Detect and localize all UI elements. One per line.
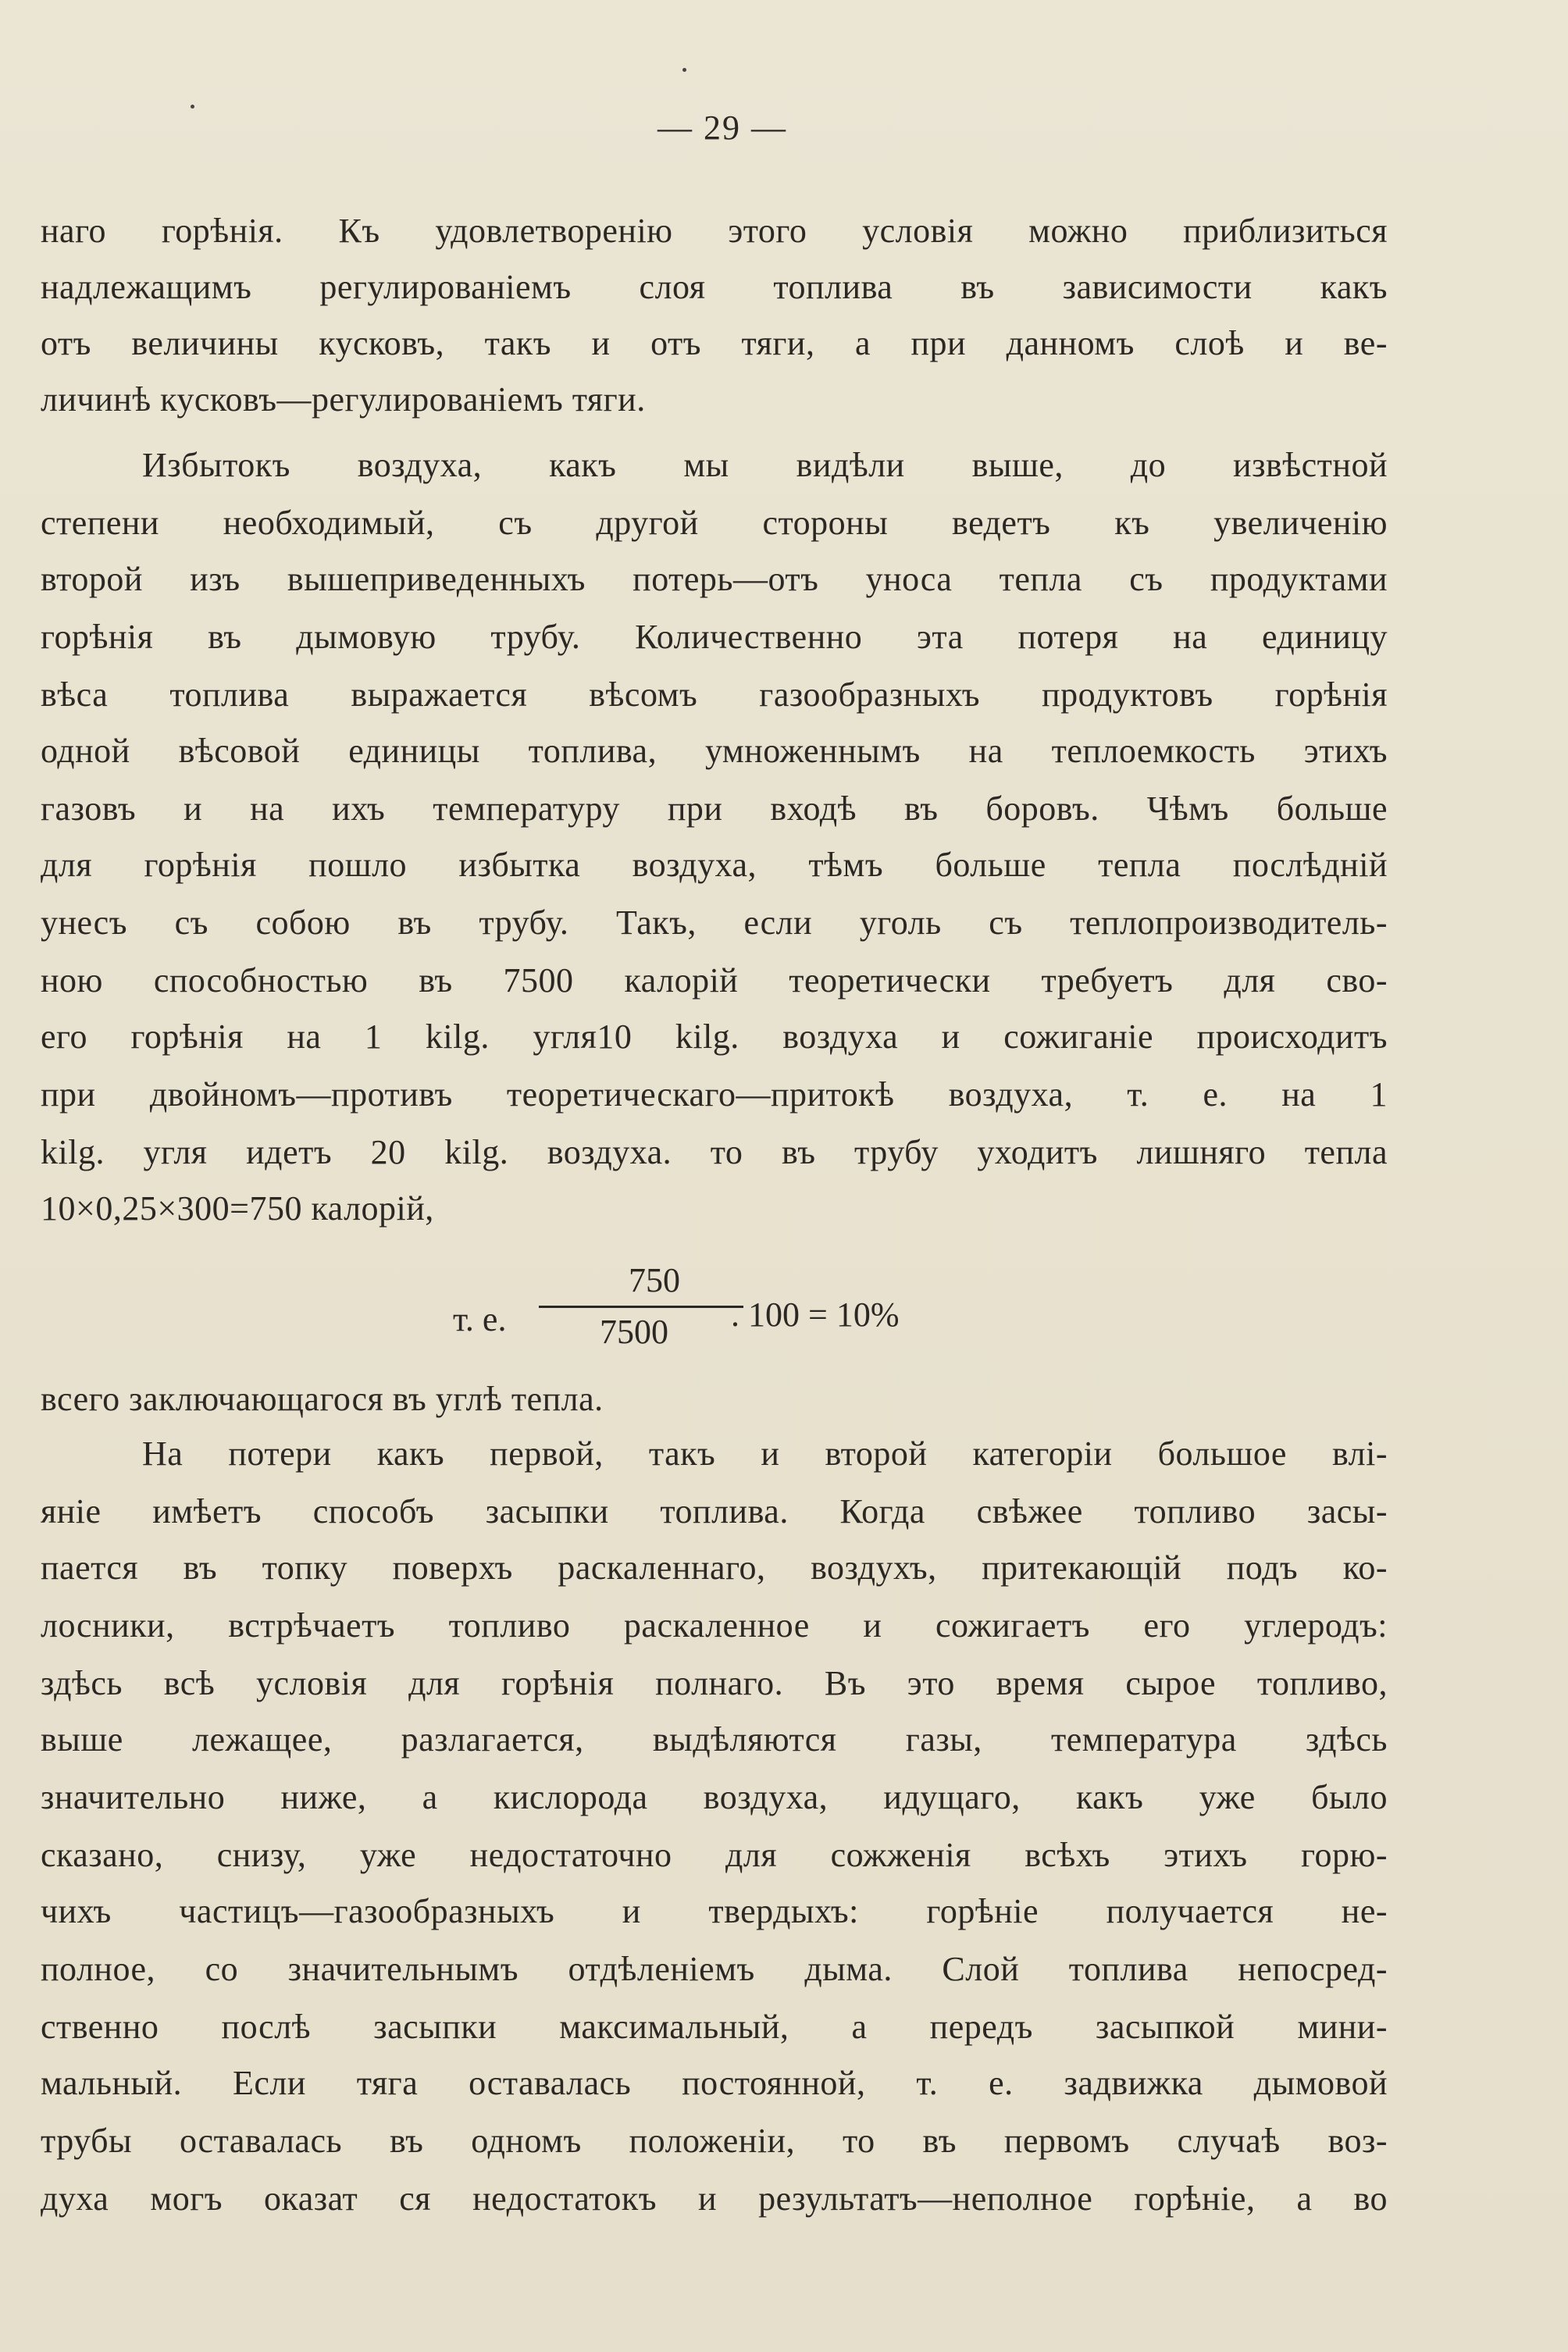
text-line: одной вѣсовой единицы топлива, умноженнымъ на теплоемкость этихъ xyxy=(41,732,1388,770)
text-line: пается въ топку поверхъ раскаленнаго, воздухъ, притекающій подъ ко- xyxy=(41,1548,1388,1587)
page-number: — 29 — xyxy=(657,109,787,147)
formula-suffix: . 100 = 10% xyxy=(731,1295,900,1334)
fraction-bar xyxy=(539,1306,743,1308)
text-line: его горѣнія на 1 kilg. угля10 kilg. воздуха и сожиганіе происходитъ xyxy=(41,1017,1388,1056)
text-line: степени необходимый, съ другой стороны ведетъ къ увеличенію xyxy=(41,504,1388,542)
text-line: ственно послѣ засыпки максимальный, а передъ засыпкой мини- xyxy=(41,2008,1388,2046)
text-line: при двойномъ—противъ теоретическаго—притокѣ воздуха, т. е. на 1 xyxy=(41,1075,1388,1114)
text-line: выше лежащее, разлагается, выдѣляются газы, температура здѣсь xyxy=(41,1720,1388,1759)
text-line: 10×0,25×300=750 калорій, xyxy=(41,1189,434,1228)
text-line: газовъ и на ихъ температуру при входѣ въ боровъ. Чѣмъ больше xyxy=(41,789,1388,828)
text-line: надлежащимъ регулированіемъ слоя топлива въ зависимости какъ xyxy=(41,268,1388,306)
text-line: всего заключающагося въ углѣ тепла. xyxy=(41,1380,604,1418)
ink-speck xyxy=(682,68,686,72)
text-line: чихъ частицъ—газообразныхъ и твердыхъ: горѣніе получается не- xyxy=(41,1892,1388,1930)
text-line: Избытокъ воздуха, какъ мы видѣли выше, до извѣстной xyxy=(142,446,1388,484)
formula xyxy=(453,1249,1000,1359)
text-line: яніе имѣетъ способъ засыпки топлива. Когда свѣжее топливо засы- xyxy=(41,1492,1388,1531)
text-line: значительно ниже, а кислорода воздуха, идущаго, какъ уже было xyxy=(41,1778,1388,1816)
text-line: духа могъ оказат ся недостатокъ и результатъ—неполное горѣніе, а во xyxy=(41,2179,1388,2218)
text-line: kilg. угля идетъ 20 kilg. воздуха. то въ трубу уходитъ лишняго тепла xyxy=(41,1133,1388,1171)
text-line: ною способностью въ 7500 калорій теоретически требуетъ для сво- xyxy=(41,961,1388,1000)
formula-numerator: 750 xyxy=(629,1261,680,1299)
text-line: наго горѣнія. Къ удовлетворенію этого условія можно приблизиться xyxy=(41,212,1388,250)
text-line: отъ величины кусковъ, такъ и отъ тяги, а при данномъ слоѣ и ве- xyxy=(41,324,1388,362)
text-line: унесъ съ собою въ трубу. Такъ, если уголь съ теплопроизводитель- xyxy=(41,903,1388,942)
text-line: На потери какъ первой, такъ и второй категоріи большое влі- xyxy=(142,1434,1388,1473)
text-line: здѣсь всѣ условія для горѣнія полнаго. Въ это время сырое топливо, xyxy=(41,1664,1388,1702)
formula-denominator: 7500 xyxy=(600,1313,668,1351)
formula-prefix: т. е. xyxy=(453,1300,507,1338)
text-line: лосники, встрѣчаетъ топливо раскаленное и сожигаетъ его углеродъ: xyxy=(41,1606,1388,1645)
text-line: горѣнія въ дымовую трубу. Количественно эта потеря на единицу xyxy=(41,618,1388,656)
text-line: сказано, снизу, уже недостаточно для сожженія всѣхъ этихъ горю- xyxy=(41,1836,1388,1874)
text-line: полное, со значительнымъ отдѣленіемъ дыма. Слой топлива непосред- xyxy=(41,1950,1388,1988)
text-line: мальный. Если тяга оставалась постоянной, т. е. задвижка дымовой xyxy=(41,2064,1388,2102)
text-line: второй изъ вышеприведенныхъ потерь—отъ уноса тепла съ продуктами xyxy=(41,560,1388,598)
text-line: вѣса топлива выражается вѣсомъ газообразныхъ продуктовъ горѣнія xyxy=(41,675,1388,714)
text-line: трубы оставалась въ одномъ положеніи, то въ первомъ случаѣ воз- xyxy=(41,2122,1388,2160)
text-line: личинѣ кусковъ—регулированіемъ тяги. xyxy=(41,380,646,419)
text-line: для горѣнія пошло избытка воздуха, тѣмъ больше тепла послѣдній xyxy=(41,846,1388,884)
